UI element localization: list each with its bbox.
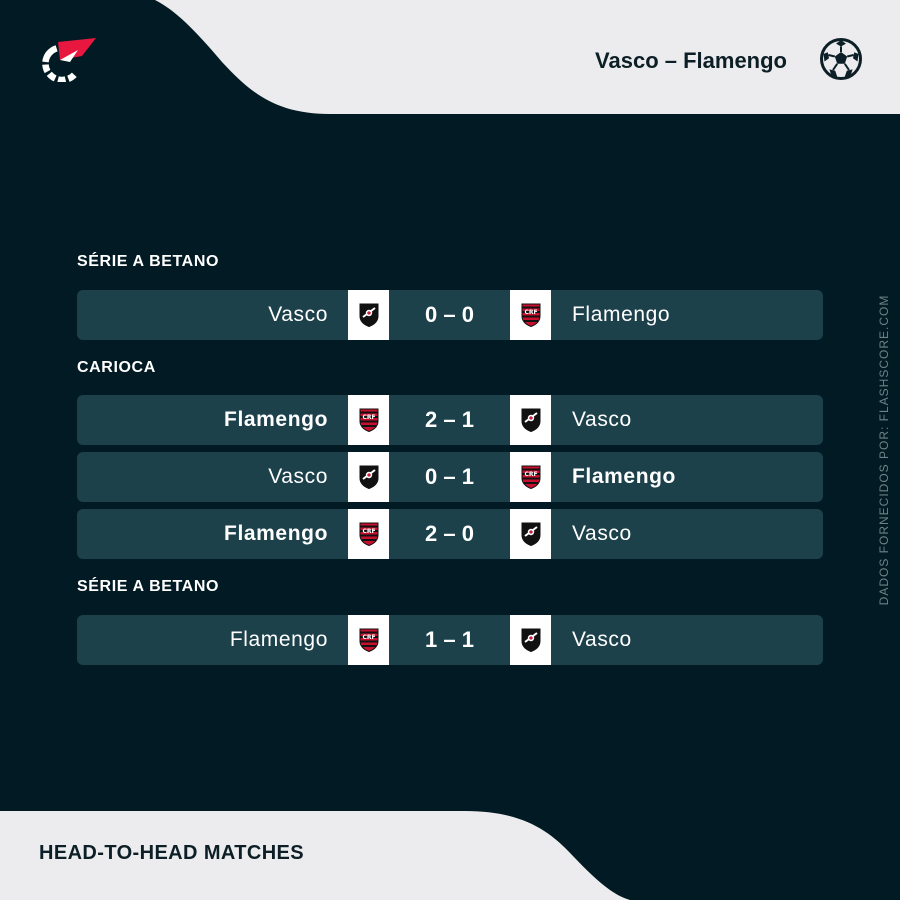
away-team-name: Vasco: [572, 628, 632, 651]
away-team-crest: [510, 452, 551, 502]
home-team-crest: [348, 290, 389, 340]
home-team-name: Vasco: [268, 303, 328, 326]
match-score: 0 – 0: [425, 302, 474, 327]
match-row[interactable]: [77, 395, 823, 445]
flamengo-crest-icon: [521, 303, 541, 327]
away-team-crest: [510, 509, 551, 559]
match-title: Vasco – Flamengo: [595, 48, 787, 73]
match-row[interactable]: [77, 615, 823, 665]
soccer-ball-icon: [819, 37, 863, 81]
flamengo-crest-icon: [359, 408, 379, 432]
match-score: 1 – 1: [425, 627, 474, 652]
home-team-name: Flamengo: [224, 522, 328, 545]
svg-text:CRF: CRF: [361, 634, 376, 641]
away-team-name: Flamengo: [572, 303, 671, 326]
away-team-name: Vasco: [572, 408, 632, 431]
flashscore-logo-icon: [36, 36, 96, 82]
data-source-credit: DADOS FORNECIDOS POR: FLASHSCORE.COM: [877, 294, 891, 606]
match-score: 2 – 1: [425, 407, 474, 432]
away-team-name: Vasco: [572, 522, 632, 545]
svg-text:CRF: CRF: [523, 471, 538, 478]
home-team-crest: [348, 615, 389, 665]
home-team-crest: [348, 395, 389, 445]
home-team-name: Flamengo: [229, 628, 328, 651]
flamengo-crest-icon: [359, 628, 379, 652]
vasco-crest-icon: [521, 522, 541, 546]
vasco-crest-icon: [359, 303, 379, 327]
away-team-crest: [510, 615, 551, 665]
match-score: 2 – 0: [425, 521, 474, 546]
away-team-crest: [510, 290, 551, 340]
flamengo-crest-icon: [359, 522, 379, 546]
flamengo-crest-icon: [521, 465, 541, 489]
home-team-name: Vasco: [268, 465, 328, 488]
match-row[interactable]: [77, 509, 823, 559]
vasco-crest-icon: [521, 628, 541, 652]
svg-text:CRF: CRF: [361, 414, 376, 421]
home-team-crest: [348, 509, 389, 559]
away-team-crest: [510, 395, 551, 445]
home-team-name: Flamengo: [224, 408, 328, 431]
svg-text:CRF: CRF: [361, 528, 376, 535]
match-score: 0 – 1: [425, 464, 474, 489]
svg-text:CRF: CRF: [523, 309, 538, 316]
match-row[interactable]: [77, 290, 823, 340]
footer-title: HEAD-TO-HEAD MATCHES: [39, 842, 305, 864]
vasco-crest-icon: [359, 465, 379, 489]
match-row[interactable]: [77, 452, 823, 502]
home-team-crest: [348, 452, 389, 502]
section-label-serie-a: SÉRIE A BETANO: [77, 578, 220, 595]
away-team-name: Flamengo: [572, 465, 676, 488]
section-label-serie-a: SÉRIE A BETANO: [77, 253, 220, 270]
section-label-carioca: CARIOCA: [77, 359, 156, 376]
vasco-crest-icon: [521, 408, 541, 432]
